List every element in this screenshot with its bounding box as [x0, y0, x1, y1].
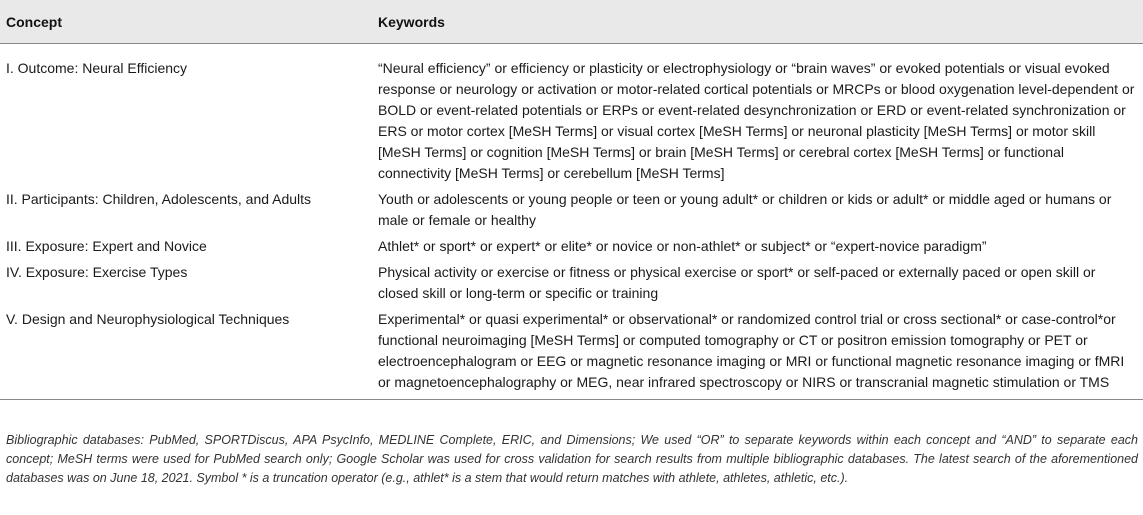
concept-cell: IV. Exposure: Exercise Types [6, 264, 188, 280]
keywords-cell: Physical activity or exercise or fitness or physical exercise or sport* or self-paced or externally paced or open skill or closed skill or long-term or specific or training [378, 264, 1096, 301]
table-row [0, 233, 1143, 259]
concept-cell: I. Outcome: Neural Efficiency [6, 60, 188, 76]
keywords-cell: “Neural efficiency” or efficiency or plasticity or electrophysiology or “brain waves” or evoked potentials or visual evoked response or neurology or activation or motor-related cortical potentials or MRCPs or blood oxygenation level-dependent or BOLD or event-related potentials or ERPs or event-related desynchronization or ERD or event-related synchronization or ERS or motor cortex [MeSH Terms] or visual cortex [MeSH Terms] or neuronal plasticity [MeSH Terms] or motor skill [MeSH Terms] or cognition [MeSH Terms] or brain [MeSH Terms] or cerebral cortex [MeSH Terms] or functional connectivity [MeSH Terms] or cerebellum [MeSH Terms] [378, 60, 1135, 181]
table-row [0, 259, 1143, 306]
table-row [0, 186, 1143, 233]
keywords-cell: Athlet* or sport* or expert* or elite* or novice or non-athlet* or subject* or “expert-novice paradigm” [378, 238, 987, 254]
column-header-keywords: Keywords [372, 0, 1143, 44]
table-row [0, 44, 1143, 187]
concept-cell: III. Exposure: Expert and Novice [6, 238, 207, 254]
concept-cell: V. Design and Neurophysiological Techniques [0, 306, 372, 400]
column-header-concept: Concept [0, 0, 372, 44]
table-row [0, 306, 1143, 400]
concept-cell: II. Participants: Children, Adolescents, and Adults [6, 191, 312, 207]
keywords-cell: Youth or adolescents or young people or teen or young adult* or children or kids or adult* or middle aged or humans or male or female or healthy [378, 191, 1112, 228]
table-header-row [0, 0, 1143, 44]
keywords-cell: Experimental* or quasi experimental* or observational* or randomized control trial or cross sectional* or case-control*or functional neuroimaging [MeSH Terms] or computed tomography or CT or positron emission tomography or PET or electroencephalogram or EEG or magnetic resonance imaging or MRI or functional magnetic resonance imaging or fMRI or magnetoencephalography or MEG, near infrared spectroscopy or NIRS or transcranial magnetic stimulation or TMS [372, 306, 1143, 400]
table-footnote: Bibliographic databases: PubMed, SPORTDiscus, APA PsycInfo, MEDLINE Complete, ERIC, and Dimensions; We used “OR” to separate keywords within each concept and “AND” to separate each concept; MeSH terms were used for PubMed search only; Google Scholar was used for cross validation for search results from multiple bibliographic databases. The latest search of the aforementioned databases was on June 18, 2021. Symbol * is a truncation operator (e.g., athlet* is a stem that would return matches with athlete, athletes, athletic, etc.). [6, 433, 1138, 485]
